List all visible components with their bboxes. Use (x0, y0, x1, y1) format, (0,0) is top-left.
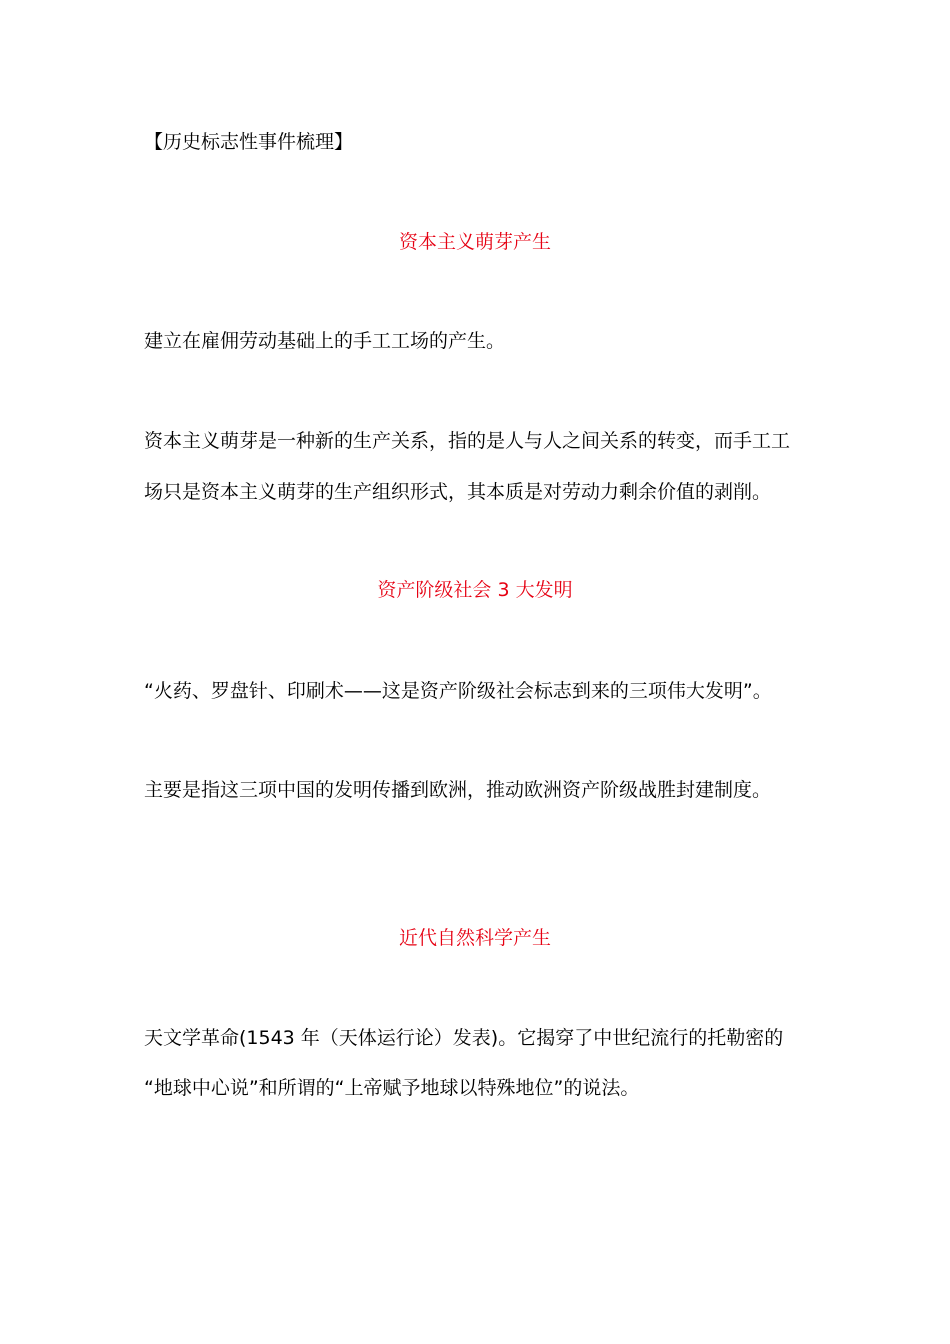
paragraph-line: “地球中心说”和所谓的“上帝赋予地球以特殊地位”的说法。 (144, 1077, 640, 1099)
paragraph-line: 天文学革命(1543 年（天体运行论）发表)。它揭穿了中世纪流行的托勒密的 (144, 1027, 784, 1049)
paragraph-line: 主要是指这三项中国的发明传播到欧洲，推动欧洲资产阶级战胜封建制度。 (144, 779, 772, 801)
section-heading-capitalism: 资本主义萌芽产生 (398, 231, 551, 253)
section-heading-inventions: 资产阶级社会 3 大发明 (377, 579, 573, 601)
section-heading-natural-science: 近代自然科学产生 (398, 927, 551, 949)
paragraph-line: 建立在雇佣劳动基础上的手工工场的产生。 (144, 330, 506, 352)
paragraph-line: 场只是资本主义萌芽的生产组织形式，其本质是对劳动力剩余价值的剥削。 (144, 481, 772, 503)
paragraph-line: 资本主义萌芽是一种新的生产关系，指的是人与人之间关系的转变，而手工工 (144, 430, 791, 452)
paragraph-line: “火药、罗盘针、印刷术——这是资产阶级社会标志到来的三项伟大发明”。 (144, 680, 772, 702)
document-title: 【历史标志性事件梳理】 (144, 131, 354, 153)
